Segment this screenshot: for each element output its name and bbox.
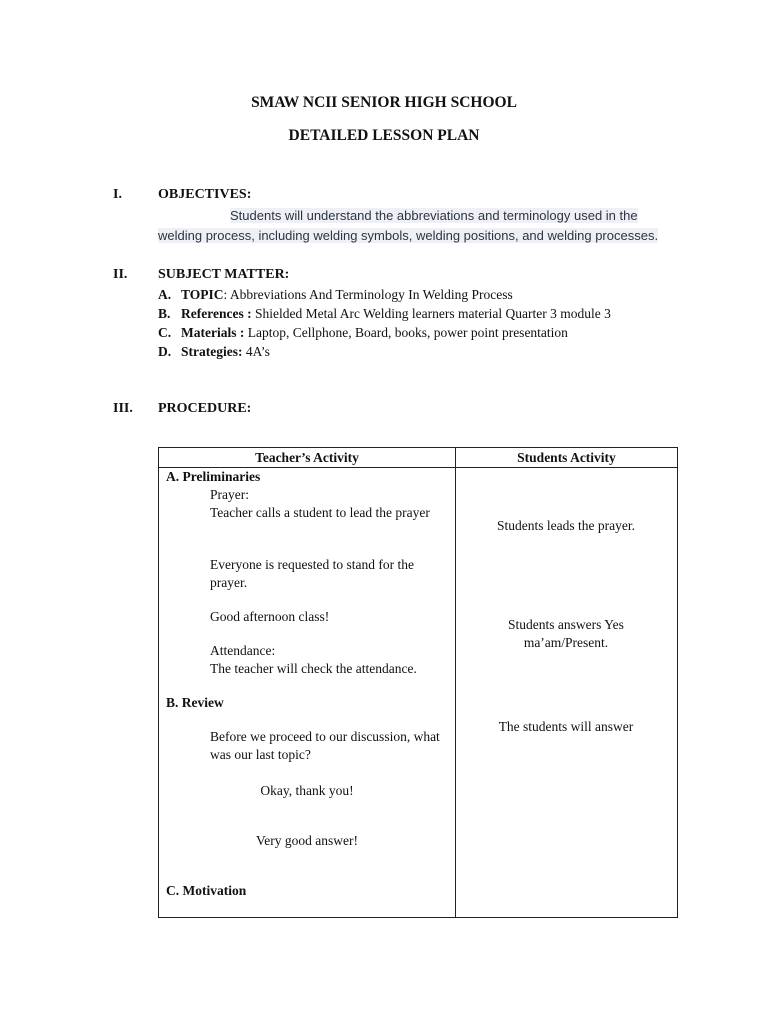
attendance-label: Attendance: bbox=[210, 643, 276, 658]
document-title: SMAW NCII SENIOR HIGH SCHOOL bbox=[251, 94, 517, 111]
item-letter: D. bbox=[158, 344, 172, 359]
objectives-heading: OBJECTIVES: bbox=[158, 187, 252, 202]
procedure-heading: PROCEDURE: bbox=[158, 401, 252, 416]
prayer-label: Prayer: bbox=[210, 487, 249, 502]
procedure-table bbox=[158, 447, 678, 918]
praise-text: Very good answer! bbox=[256, 833, 358, 848]
document-subtitle: DETAILED LESSON PLAN bbox=[288, 127, 480, 144]
review-heading: B. Review bbox=[166, 695, 224, 710]
item-letter: B. bbox=[158, 306, 171, 321]
motivation-heading: C. Motivation bbox=[166, 883, 247, 898]
table-row bbox=[159, 468, 678, 918]
item-key: Materials : bbox=[181, 325, 245, 340]
stand-text: Everyone is requested to stand for the prayer. bbox=[210, 557, 414, 590]
subject-matter-item-references bbox=[158, 304, 611, 323]
item-letter: A. bbox=[158, 287, 172, 302]
preliminaries-heading: A. Preliminaries bbox=[166, 469, 261, 484]
review-response: The students will answer bbox=[498, 719, 634, 734]
prayer-text: Teacher calls a student to lead the prayer bbox=[210, 505, 430, 520]
teacher-activity-cell bbox=[159, 468, 456, 918]
item-value: Shielded Metal Arc Welding learners material Quarter 3 module 3 bbox=[251, 306, 611, 321]
review-question: Before we proceed to our discussion, what was our last topic? bbox=[210, 729, 440, 762]
objectives-text bbox=[158, 206, 670, 246]
subject-matter-item-topic bbox=[158, 285, 513, 304]
procedure-numeral: III. bbox=[113, 401, 133, 416]
thanks-text: Okay, thank you! bbox=[260, 783, 354, 798]
subject-matter-numeral: II. bbox=[113, 267, 128, 282]
table-header-row bbox=[159, 448, 678, 468]
item-value: Laptop, Cellphone, Board, books, power point presentation bbox=[244, 325, 568, 340]
attendance-text: The teacher will check the attendance. bbox=[210, 661, 417, 676]
subject-matter-heading: SUBJECT MATTER: bbox=[158, 267, 290, 282]
greeting-text: Good afternoon class! bbox=[210, 609, 330, 624]
item-key: References : bbox=[181, 306, 252, 321]
objectives-text-content: Students will understand the abbreviations and terminology used in the welding process, including welding symbols, welding positions, and welding processes. bbox=[158, 208, 659, 243]
students-activity-cell bbox=[456, 468, 678, 918]
subject-matter-item-strategies bbox=[158, 342, 270, 361]
subject-matter-item-materials bbox=[158, 323, 568, 342]
greeting-response: Students answers Yes ma’am/Present. bbox=[508, 617, 624, 650]
item-key: TOPIC bbox=[181, 287, 224, 302]
objectives-numeral: I. bbox=[113, 187, 122, 202]
item-value: 4A’s bbox=[242, 344, 270, 359]
teacher-activity-header: Teacher’s Activity bbox=[159, 448, 456, 468]
item-key: Strategies: bbox=[181, 344, 243, 359]
students-activity-header: Students Activity bbox=[456, 448, 678, 468]
item-value: : Abbreviations And Terminology In Welding Process bbox=[223, 287, 513, 302]
prayer-response: Students leads the prayer. bbox=[497, 518, 635, 533]
item-letter: C. bbox=[158, 325, 172, 340]
